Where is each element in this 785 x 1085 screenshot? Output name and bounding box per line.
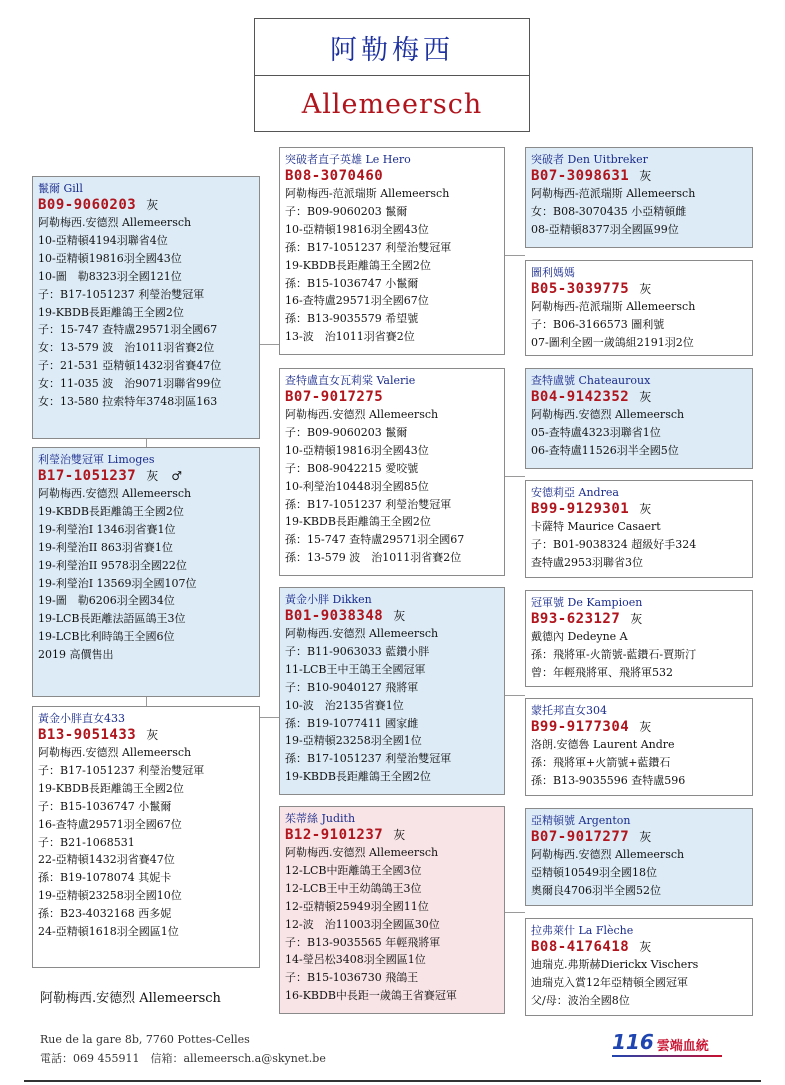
pigeon-name: 利瑩治雙冠軍 Limoges bbox=[38, 453, 155, 466]
pigeon-card-ggd2[interactable] bbox=[525, 480, 753, 578]
pigeon-detail-line: 子：B10-9040127 飛將軍 bbox=[285, 680, 419, 694]
pigeon-ring: B13-9051433 灰 bbox=[38, 727, 159, 743]
pigeon-detail-line: 19-亞精頓23258羽全國10位 bbox=[38, 889, 182, 903]
pigeon-name: 亞精頓號 Argenton bbox=[531, 814, 631, 827]
pigeon-card-ggs1[interactable] bbox=[525, 147, 753, 248]
pigeon-detail-line: 子：B06-3166573 圖利號 bbox=[531, 317, 665, 331]
pigeon-detail-line: 阿勒梅西-范派瑞斯 Allemeersch bbox=[531, 300, 696, 313]
pigeon-name: 鬣爾 Gill bbox=[38, 182, 83, 195]
breeder-signature: 阿勒梅西.安德烈 Allemeersch bbox=[40, 991, 221, 1006]
pigeon-ring: B07-9017275 bbox=[285, 389, 384, 405]
logo-underline bbox=[612, 1055, 722, 1057]
pigeon-detail-line: 孫：13-579 波 治1011羽省賽2位 bbox=[285, 551, 462, 565]
pigeon-name: 冠軍號 De Kampioen bbox=[531, 596, 643, 609]
pigeon-detail-line: 19-KBDB長距離鴿王全國2位 bbox=[38, 781, 184, 795]
pigeon-detail-line: 孫：飛將軍-火箭號-藍鑽石-賈斯汀 bbox=[531, 647, 697, 661]
pigeon-detail-line: 14-瑩呂松3408羽全國區1位 bbox=[285, 953, 426, 967]
pigeon-detail-line: 阿勒梅西.安德烈 Allemeersch bbox=[285, 627, 439, 640]
pigeon-ring: B99-9129301 灰 bbox=[531, 501, 652, 517]
pigeon-detail-line: 16-查特盧29571羽全國67位 bbox=[285, 294, 429, 308]
pigeon-card-ggd1[interactable] bbox=[525, 260, 753, 356]
pigeon-detail-line: 10-亞精頓19816羽全國43位 bbox=[38, 251, 182, 265]
pigeon-ring: B09-9060203 灰 bbox=[38, 197, 159, 213]
pigeon-detail-line: 阿勒梅西.安德烈 Allemeersch bbox=[285, 408, 439, 421]
pigeon-detail-line: 19-LCB比利時鴿王全國6位 bbox=[38, 630, 175, 644]
pigeon-detail-line: 孫：15-747 查特盧29571羽全國67 bbox=[285, 533, 465, 547]
pigeon-detail-line: 洛朗.安德魯 Laurent Andre bbox=[531, 738, 675, 751]
pigeon-detail-line: 06-查特盧11526羽半全國5位 bbox=[531, 443, 679, 457]
pigeon-detail-line: 子：B08-9042215 愛咬號 bbox=[285, 461, 419, 475]
pigeon-detail-line: 子：B21-1068531 bbox=[38, 835, 135, 849]
pigeon-detail-line: 12-亞精頓25949羽全國11位 bbox=[285, 899, 429, 913]
pigeon-detail-line: 子：B15-1036747 小鬣爾 bbox=[38, 799, 172, 813]
logo-text: 雲端血統 bbox=[656, 1039, 709, 1054]
pigeon-color: 灰 bbox=[393, 828, 406, 842]
pigeon-card-grandsire-paternal[interactable] bbox=[279, 147, 505, 355]
pigeon-color: 灰 bbox=[393, 609, 406, 623]
footer-contact: 電話：069 455911 信箱：allemeersch.a@skynet.be bbox=[40, 1052, 326, 1065]
pigeon-lines bbox=[531, 298, 747, 352]
pigeon-lines bbox=[285, 406, 499, 567]
pigeon-name: 突破者直子英雄 Le Hero bbox=[285, 153, 411, 166]
pigeon-detail-line: 12-波 治11003羽全國區30位 bbox=[285, 917, 440, 931]
pigeon-detail-line: 子：21-531 亞精頓1432羽省賽47位 bbox=[38, 359, 222, 373]
pigeon-detail-line: 19-利瑩治II 9578羽全國22位 bbox=[38, 558, 187, 572]
pigeon-detail-line: 父/母：波治全國8位 bbox=[531, 993, 630, 1007]
pigeon-detail-line: 子：B13-9035565 年輕飛將軍 bbox=[285, 935, 441, 949]
pigeon-card-granddam-maternal[interactable] bbox=[279, 806, 505, 1014]
pigeon-ring: B07-9017277 灰 bbox=[531, 829, 652, 845]
pigeon-color: 灰 bbox=[639, 502, 652, 516]
pigeon-detail-line: 16-KBDB中長距一歲鴿王省賽冠軍 bbox=[285, 989, 457, 1003]
pigeon-detail-line: 10-圖 勒8323羽全國121位 bbox=[38, 269, 182, 283]
site-logo[interactable] bbox=[612, 1030, 709, 1054]
pigeon-card-ggd3[interactable] bbox=[525, 698, 753, 796]
connector bbox=[146, 439, 147, 447]
pigeon-lines bbox=[285, 625, 499, 786]
pigeon-detail-line: 奧爾良4706羽半全國52位 bbox=[531, 883, 661, 897]
pigeon-detail-line: 10-亞精頓19816羽全國43位 bbox=[285, 222, 429, 236]
pigeon-ring: B99-9177304 灰 bbox=[531, 719, 652, 735]
pigeon-detail-line: 08-亞精頓8377羽全國區99位 bbox=[531, 222, 679, 236]
pigeon-detail-line: 10-亞精頓19816羽全國43位 bbox=[285, 443, 429, 457]
pigeon-detail-line: 19-KBDB長距離鴿王全國2位 bbox=[38, 504, 184, 518]
pigeon-name: 查特盧直女瓦莉棠 Valerie bbox=[285, 374, 416, 387]
pigeon-detail-line: 19-KBDB長距離鴿王全國2位 bbox=[38, 305, 184, 319]
pigeon-lines bbox=[38, 744, 254, 941]
pigeon-detail-line: 子：B01-9038324 超級好手324 bbox=[531, 537, 697, 551]
pigeon-card-son[interactable] bbox=[32, 447, 260, 697]
pigeon-lines bbox=[38, 485, 254, 664]
pigeon-color: 灰 bbox=[146, 198, 159, 212]
pigeon-detail-line: 查特盧2953羽聯省3位 bbox=[531, 555, 643, 569]
footer-address: Rue de la gare 8b, 7760 Pottes-Celles bbox=[40, 1033, 250, 1046]
bottom-divider bbox=[24, 1080, 761, 1082]
pigeon-detail-line: 19-利瑩治I 13569羽全國107位 bbox=[38, 576, 197, 590]
pigeon-lines bbox=[531, 518, 747, 572]
pigeon-color: 灰 ♂ bbox=[146, 469, 183, 483]
pigeon-detail-line: 10-利瑩治10448羽全國85位 bbox=[285, 479, 429, 493]
connector bbox=[259, 717, 279, 718]
pigeon-name: 拉弗萊什 La Flèche bbox=[531, 924, 634, 937]
connector bbox=[146, 697, 147, 706]
pigeon-detail-line: 孫：B17-1051237 利瑩治雙冠軍 bbox=[285, 240, 452, 254]
pigeon-card-ggs2[interactable] bbox=[525, 368, 753, 469]
pigeon-name: 突破者 Den Uitbreker bbox=[531, 153, 648, 166]
pigeon-ring: B17-1051237 灰 ♂ bbox=[38, 468, 183, 484]
pigeon-name: 查特盧號 Chateauroux bbox=[531, 374, 651, 387]
pigeon-ring: B04-9142352 灰 bbox=[531, 389, 652, 405]
pigeon-lines bbox=[531, 956, 747, 1010]
pigeon-detail-line: 阿勒梅西-范派瑞斯 Allemeersch bbox=[285, 187, 450, 200]
pigeon-detail-line: 阿勒梅西.安德烈 Allemeersch bbox=[285, 846, 439, 859]
pigeon-name: 黃金小胖直女433 bbox=[38, 712, 125, 725]
pigeon-detail-line: 孫：B13-9035579 希望號 bbox=[285, 312, 419, 326]
pigeon-color: 灰 bbox=[639, 282, 652, 296]
pigeon-detail-line: 女：13-579 波 治1011羽省賽2位 bbox=[38, 341, 215, 355]
pigeon-detail-line: 子：B15-1036730 飛鴿王 bbox=[285, 971, 419, 985]
pigeon-card-ggd4[interactable] bbox=[525, 918, 753, 1016]
pigeon-detail-line: 子：B11-9063033 藍鑽小胖 bbox=[285, 644, 430, 658]
pigeon-detail-line: 曾：年輕飛將軍、飛將軍532 bbox=[531, 665, 673, 679]
pigeon-detail-line: 19-KBDB長距離鴿王全國2位 bbox=[285, 258, 431, 272]
pigeon-card-ggs4[interactable] bbox=[525, 808, 753, 906]
pigeon-detail-line: 迪瑞克.弗斯赫Dierickx Vischers bbox=[531, 958, 699, 971]
pigeon-detail-line: 孫：B19-1077411 國家雌 bbox=[285, 716, 419, 730]
pigeon-detail-line: 19-利瑩治I 1346羽省賽1位 bbox=[38, 522, 176, 536]
pigeon-card-dam[interactable] bbox=[32, 706, 260, 968]
connector bbox=[505, 476, 525, 477]
pigeon-ring: B08-4176418 灰 bbox=[531, 939, 652, 955]
pigeon-detail-line: 孫：B17-1051237 利瑩治雙冠軍 bbox=[285, 752, 452, 766]
pigeon-color: 灰 bbox=[146, 728, 159, 742]
pigeon-lines bbox=[531, 406, 747, 460]
pigeon-card-granddam-paternal[interactable] bbox=[279, 368, 505, 576]
pigeon-ring: B05-3039775 灰 bbox=[531, 281, 652, 297]
pigeon-detail-line: 阿勒梅西.安德烈 Allemeersch bbox=[38, 746, 192, 759]
pigeon-detail-line: 16-查特盧29571羽全國67位 bbox=[38, 817, 182, 831]
title-chinese: 阿勒梅西 bbox=[255, 19, 529, 76]
pigeon-detail-line: 11-LCB王中王鴿王全國冠軍 bbox=[285, 662, 426, 676]
pigeon-detail-line: 阿勒梅西.安德烈 Allemeersch bbox=[38, 487, 192, 500]
pigeon-detail-line: 13-波 治1011羽省賽2位 bbox=[285, 330, 415, 344]
pigeon-detail-line: 迪瑞克入賞12年亞精頓全國冠軍 bbox=[531, 975, 688, 989]
pigeon-detail-line: 19-KBDB長距離鴿王全國2位 bbox=[285, 770, 431, 784]
pigeon-detail-line: 22-亞精頓1432羽省賽47位 bbox=[38, 853, 175, 867]
pigeon-detail-line: 2019 高價售出 bbox=[38, 648, 114, 662]
pigeon-lines bbox=[531, 846, 747, 900]
pigeon-detail-line: 孫：飛將軍+火箭號+藍鑽石 bbox=[531, 755, 671, 769]
pigeon-detail-line: 10-亞精頓4194羽聯省4位 bbox=[38, 233, 168, 247]
pigeon-detail-line: 19-亞精頓23258羽全國1位 bbox=[285, 734, 422, 748]
pigeon-ring: B01-9038348 灰 bbox=[285, 608, 406, 624]
pigeon-color: 灰 bbox=[639, 940, 652, 954]
pigeon-detail-line: 子：B09-9060203 鬣爾 bbox=[285, 204, 408, 218]
connector bbox=[505, 255, 525, 256]
logo-number: 116 bbox=[612, 1030, 654, 1054]
pigeon-lines bbox=[38, 214, 254, 411]
pigeon-detail-line: 子：15-747 查特盧29571羽全國67 bbox=[38, 323, 218, 337]
pigeon-color: 灰 bbox=[639, 390, 652, 404]
pigeon-detail-line: 孫：B17-1051237 利瑩治雙冠軍 bbox=[285, 497, 452, 511]
pigeon-card-grandsire-maternal[interactable] bbox=[279, 587, 505, 795]
pigeon-detail-line: 子：B09-9060203 鬣爾 bbox=[285, 425, 408, 439]
connector bbox=[259, 344, 279, 345]
pigeon-lines bbox=[531, 736, 747, 790]
pigeon-detail-line: 阿勒梅西.安德烈 Allemeersch bbox=[531, 408, 685, 421]
pigeon-detail-line: 孫：B23-4032168 西多妮 bbox=[38, 907, 172, 921]
pigeon-color: 灰 bbox=[639, 830, 652, 844]
pigeon-detail-line: 19-KBDB長距離鴿王全國2位 bbox=[285, 515, 431, 529]
pedigree-title-box bbox=[254, 18, 530, 132]
pigeon-detail-line: 女：B08-3070435 小亞精頓雌 bbox=[531, 204, 687, 218]
pigeon-ring: B08-3070460 bbox=[285, 168, 384, 184]
pigeon-detail-line: 孫：B13-9035596 查特盧596 bbox=[531, 773, 686, 787]
pigeon-detail-line: 阿勒梅西.安德烈 Allemeersch bbox=[531, 848, 685, 861]
pigeon-detail-line: 12-LCB王中王幼鴿鴿王3位 bbox=[285, 881, 422, 895]
pigeon-detail-line: 阿勒梅西.安德烈 Allemeersch bbox=[38, 216, 192, 229]
pigeon-detail-line: 阿勒梅西-范派瑞斯 Allemeersch bbox=[531, 187, 696, 200]
connector bbox=[505, 912, 525, 913]
pigeon-detail-line: 10-波 治2135省賽1位 bbox=[285, 698, 404, 712]
pigeon-name: 圖利媽媽 bbox=[531, 266, 575, 279]
pigeon-card-ggs3[interactable] bbox=[525, 590, 753, 687]
pigeon-name: 蒙托邦直女304 bbox=[531, 704, 607, 717]
pigeon-ring: B07-3098631 灰 bbox=[531, 168, 652, 184]
pigeon-color: 灰 bbox=[630, 612, 643, 626]
pigeon-detail-line: 孫：B15-1036747 小鬣爾 bbox=[285, 276, 419, 290]
pigeon-detail-line: 19-圖 勒6206羽全國34位 bbox=[38, 594, 175, 608]
pigeon-detail-line: 子：B17-1051237 利瑩治雙冠軍 bbox=[38, 287, 205, 301]
pigeon-detail-line: 19-LCB長距離法語區鴿王3位 bbox=[38, 612, 186, 626]
pigeon-detail-line: 女：11-035 波 治9071羽聯省99位 bbox=[38, 377, 222, 391]
pigeon-ring: B12-9101237 灰 bbox=[285, 827, 406, 843]
pigeon-detail-line: 24-亞精頓1618羽全國區1位 bbox=[38, 925, 179, 939]
pigeon-lines bbox=[285, 185, 499, 346]
pigeon-name: 黃金小胖 Dikken bbox=[285, 593, 372, 606]
pigeon-name: 茱蒂絲 Judith bbox=[285, 812, 356, 825]
pigeon-detail-line: 07-圖利全國一歲鴿組2191羽2位 bbox=[531, 335, 694, 349]
pigeon-detail-line: 亞精頓10549羽全國18位 bbox=[531, 865, 657, 879]
pigeon-detail-line: 女：13-580 拉索特年3748羽區163 bbox=[38, 395, 218, 409]
pigeon-detail-line: 孫：B19-1078074 其妮卡 bbox=[38, 871, 172, 885]
pigeon-detail-line: 戴德內 Dedeyne A bbox=[531, 630, 628, 643]
pigeon-detail-line: 子：B17-1051237 利瑩治雙冠軍 bbox=[38, 763, 205, 777]
pigeon-detail-line: 05-查特盧4323羽聯省1位 bbox=[531, 425, 661, 439]
pigeon-lines bbox=[531, 185, 747, 239]
pigeon-lines bbox=[285, 844, 499, 1005]
pigeon-ring: B93-623127 灰 bbox=[531, 611, 643, 627]
pigeon-lines bbox=[531, 628, 747, 682]
connector bbox=[505, 695, 525, 696]
title-latin: Allemeersch bbox=[301, 88, 483, 120]
pigeon-detail-line: 卡薩特 Maurice Casaert bbox=[531, 520, 661, 533]
pigeon-detail-line: 12-LCB中距離鴿王全國3位 bbox=[285, 863, 422, 877]
pigeon-name: 安德莉亞 Andrea bbox=[531, 486, 619, 499]
pigeon-color: 灰 bbox=[639, 720, 652, 734]
pigeon-color: 灰 bbox=[639, 169, 652, 183]
pigeon-detail-line: 19-利瑩治II 863羽省賽1位 bbox=[38, 540, 173, 554]
pigeon-card-subject[interactable] bbox=[32, 176, 260, 439]
